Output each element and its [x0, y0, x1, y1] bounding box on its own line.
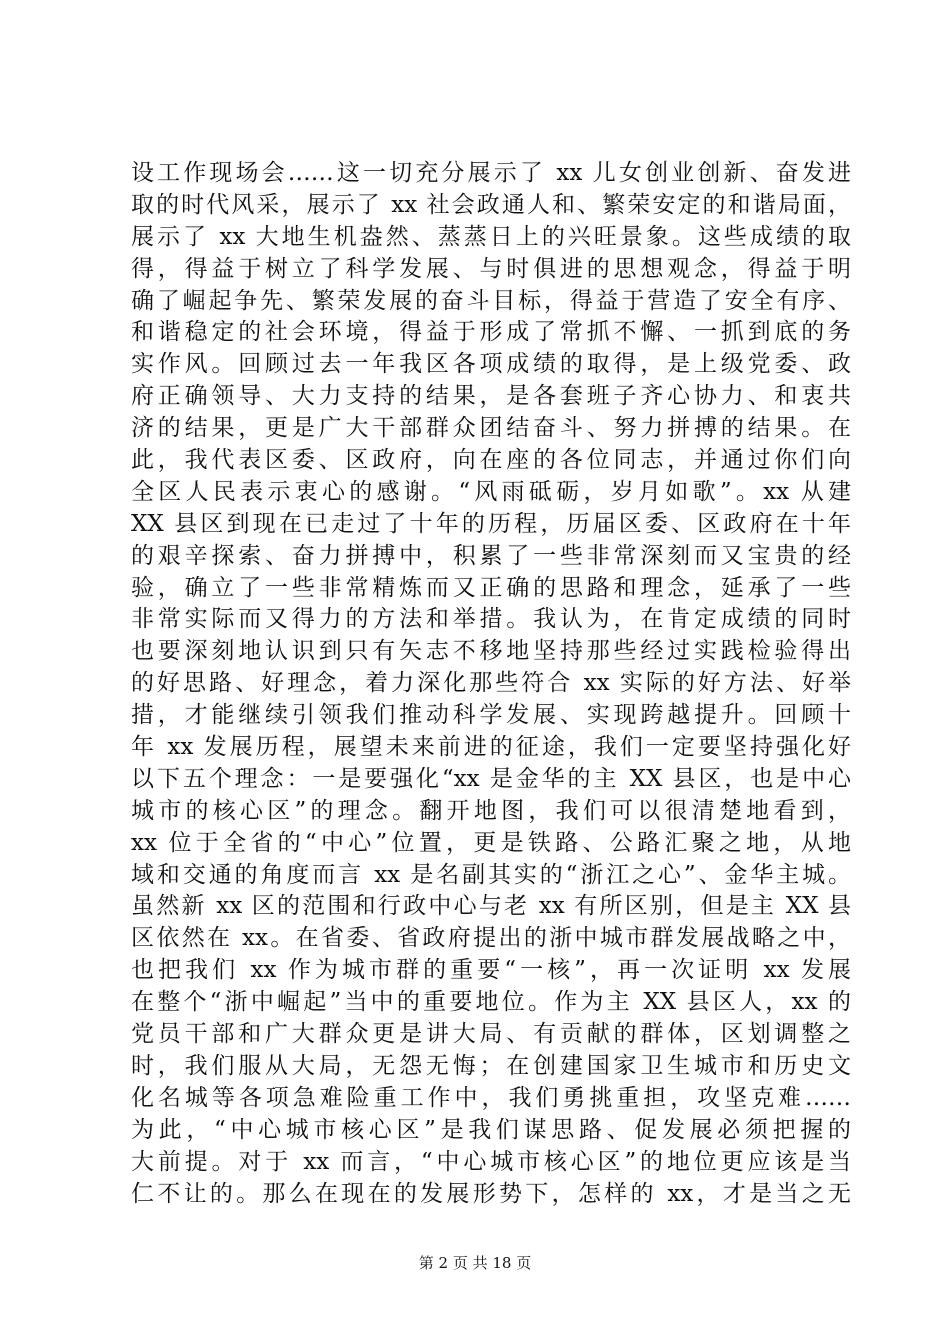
text-line: 化名城等各项急难险重工作中，我们勇挑重担，攻坚克难……	[131, 1084, 851, 1111]
text-line: 济的结果，更是广大干部群众团结奋斗、努力拼搏的结果。在	[131, 415, 851, 442]
text-line: 此，我代表区委、区政府，向在座的各位同志，并通过你们向	[131, 447, 851, 474]
text-line: 为此，“中心城市核心区”是我们谋思路、促发展必须把握的	[131, 1116, 851, 1143]
text-line: 得，得益于树立了科学发展、与时俱进的思想观念，得益于明	[131, 255, 851, 282]
text-line: 时，我们服从大局，无怨无悔；在创建国家卫生城市和历史文	[131, 1052, 851, 1079]
text-line: 设工作现场会……这一切充分展示了 xx 儿女创业创新、奋发进	[131, 160, 851, 186]
text-line: 府正确领导、大力支持的结果，是各套班子齐心协力、和衷共	[131, 383, 851, 410]
text-line: 实作风。回顾过去一年我区各项成绩的取得，是上级党委、政	[131, 351, 851, 378]
text-line: 区依然在 xx。在省委、省政府提出的浙中城市群发展战略之中，	[131, 925, 851, 952]
text-line: 域和交通的角度而言 xx 是名副其实的“浙江之心”、金华主城。	[131, 861, 851, 888]
text-line: 展示了 xx 大地生机盎然、蒸蒸日上的兴旺景象。这些成绩的取	[131, 223, 851, 250]
text-line: 验，确立了一些非常精炼而又正确的思路和理念，延承了一些	[131, 574, 851, 601]
text-line: 在整个“浙中崛起”当中的重要地位。作为主 XX 县区人，xx 的	[131, 989, 851, 1016]
text-line: 年 xx 发展历程，展望未来前进的征途，我们一定要坚持强化好	[131, 734, 851, 761]
body-text	[131, 158, 851, 1210]
text-line: XX 县区到现在已走过了十年的历程，历届区委、区政府在十年	[131, 510, 851, 537]
text-line: xx 位于全省的“中心”位置，更是铁路、公路汇聚之地，从地	[131, 829, 851, 856]
text-line: 虽然新 xx 区的范围和行政中心与老 xx 有所区别，但是主 XX 县	[131, 893, 851, 920]
text-line: 的艰辛探索、奋力拼搏中，积累了一些非常深刻而又宝贵的经	[131, 542, 851, 569]
page-footer	[0, 1252, 950, 1273]
text-line: 城市的核心区”的理念。翻开地图，我们可以很清楚地看到，	[131, 797, 851, 824]
text-line: 确了崛起争先、繁荣发展的奋斗目标，得益于营造了安全有序、	[131, 287, 851, 314]
text-line: 取的时代风采，展示了 xx 社会政通人和、繁荣安定的和谐局面，	[131, 191, 851, 218]
text-line: 也把我们 xx 作为城市群的重要“一核”，再一次证明 xx 发展	[131, 957, 851, 984]
text-line: 的好思路、好理念，着力深化那些符合 xx 实际的好方法、好举	[131, 670, 851, 697]
text-line: 非常实际而又得力的方法和举措。我认为，在肯定成绩的同时	[131, 606, 851, 633]
text-line: 以下五个理念：一是要强化“xx 是金华的主 XX 县区，也是中心	[131, 765, 851, 792]
text-line: 党员干部和广大群众更是讲大局、有贡献的群体，区划调整之	[131, 1021, 851, 1048]
text-line: 也要深刻地认识到只有矢志不移地坚持那些经过实践检验得出	[131, 638, 851, 665]
text-line: 全区人民表示衷心的感谢。“风雨砥砺，岁月如歌”。xx 从建	[131, 478, 851, 505]
page-number-label: 第 2 页 共 18 页	[418, 1254, 532, 1272]
text-line: 仁不让的。那么在现在的发展形势下，怎样的 xx，才是当之无	[131, 1180, 851, 1207]
text-line: 大前提。对于 xx 而言，“中心城市核心区”的地位更应该是当	[131, 1148, 851, 1175]
text-line: 措，才能继续引领我们推动科学发展、实现跨越提升。回顾十	[131, 702, 851, 729]
text-line: 和谐稳定的社会环境，得益于形成了常抓不懈、一抓到底的务	[131, 319, 851, 346]
